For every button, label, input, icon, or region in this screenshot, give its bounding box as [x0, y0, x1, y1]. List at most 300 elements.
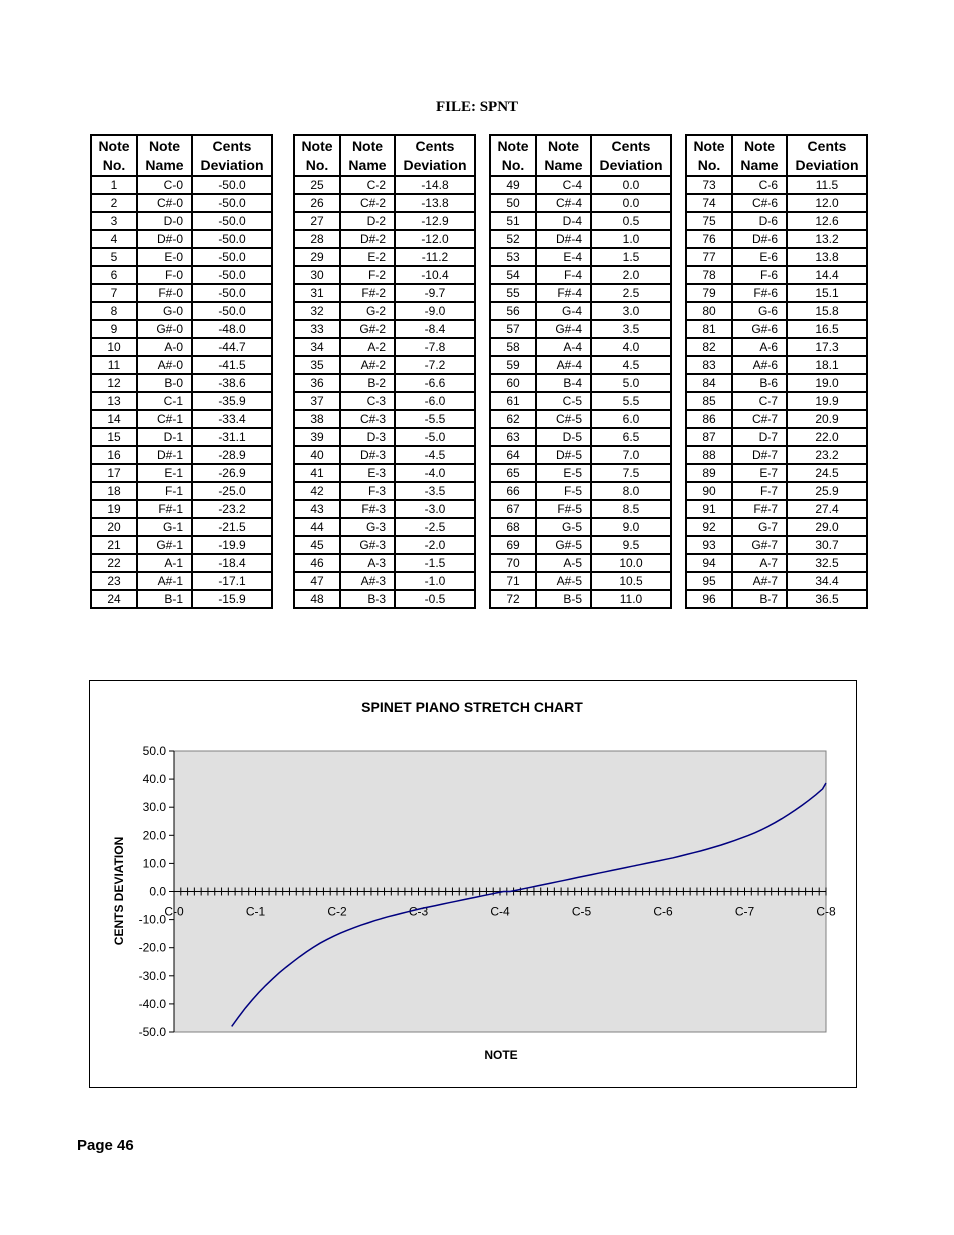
note-name-cell: E-3: [340, 464, 395, 482]
cents-deviation-cell: 12.0: [787, 194, 867, 212]
note-number-cell: 87: [686, 428, 732, 446]
cents-deviation-cell: -9.7: [395, 284, 475, 302]
x-tick-label: C-8: [816, 904, 836, 919]
cents-deviation-cell: 6.5: [591, 428, 671, 446]
note-number-cell: 24: [91, 590, 137, 608]
cents-deviation-cell: -3.5: [395, 482, 475, 500]
note-name-cell: G-2: [340, 302, 395, 320]
note-name-cell: A#-4: [536, 356, 591, 374]
cents-deviation-cell: 14.4: [787, 266, 867, 284]
note-number-cell: 40: [294, 446, 340, 464]
cents-deviation-cell: 5.0: [591, 374, 671, 392]
table-row: [686, 410, 867, 428]
note-name-cell: B-7: [732, 590, 787, 608]
cents-deviation-cell: 18.1: [787, 356, 867, 374]
header-note-name: Note Name: [536, 135, 591, 176]
note-number-cell: 14: [91, 410, 137, 428]
note-number-cell: 68: [490, 518, 536, 536]
note-number-cell: 83: [686, 356, 732, 374]
note-number-cell: 43: [294, 500, 340, 518]
note-name-cell: D#-1: [137, 446, 192, 464]
note-number-cell: 3: [91, 212, 137, 230]
note-number-cell: 32: [294, 302, 340, 320]
note-number-cell: 79: [686, 284, 732, 302]
table-row: [686, 194, 867, 212]
table-row: [686, 248, 867, 266]
cents-deviation-cell: -5.5: [395, 410, 475, 428]
table-row: [91, 410, 272, 428]
table-row: [490, 392, 671, 410]
table-row: [490, 464, 671, 482]
note-name-cell: G-5: [536, 518, 591, 536]
y-tick-label: 10.0: [142, 856, 166, 871]
note-name-cell: D-4: [536, 212, 591, 230]
y-tick-label: -50.0: [138, 1025, 166, 1039]
note-name-cell: F#-6: [732, 284, 787, 302]
cents-deviation-cell: -41.5: [192, 356, 272, 374]
table-row: [294, 482, 475, 500]
header-note-name: Note Name: [340, 135, 395, 176]
table-row: [294, 536, 475, 554]
x-tick-label: C-3: [408, 904, 429, 919]
note-number-cell: 51: [490, 212, 536, 230]
table-row: [294, 284, 475, 302]
y-axis-label: CENTS DEVIATION: [112, 836, 126, 946]
cents-deviation-cell: -50.0: [192, 194, 272, 212]
note-name-cell: C-0: [137, 176, 192, 194]
stretch-chart-svg: [90, 681, 856, 1087]
cents-deviation-cell: -5.0: [395, 428, 475, 446]
table-row: [490, 428, 671, 446]
note-number-cell: 64: [490, 446, 536, 464]
cents-deviation-cell: 15.1: [787, 284, 867, 302]
y-tick-label: -10.0: [138, 912, 166, 927]
cents-deviation-cell: 13.2: [787, 230, 867, 248]
table-row: [490, 410, 671, 428]
note-number-cell: 25: [294, 176, 340, 194]
note-number-cell: 95: [686, 572, 732, 590]
table-row: [91, 320, 272, 338]
y-tick-label: 20.0: [142, 828, 166, 843]
cents-deviation-cell: -50.0: [192, 248, 272, 266]
note-name-cell: B-5: [536, 590, 591, 608]
note-name-cell: D#-6: [732, 230, 787, 248]
cents-deviation-cell: -12.9: [395, 212, 475, 230]
note-number-cell: 20: [91, 518, 137, 536]
note-name-cell: A#-3: [340, 572, 395, 590]
note-name-cell: G#-5: [536, 536, 591, 554]
cents-deviation-cell: 20.9: [787, 410, 867, 428]
note-number-cell: 84: [686, 374, 732, 392]
note-number-cell: 6: [91, 266, 137, 284]
note-number-cell: 82: [686, 338, 732, 356]
note-number-cell: 13: [91, 392, 137, 410]
table-row: [91, 284, 272, 302]
table-row: [490, 590, 671, 608]
table-row: [294, 302, 475, 320]
note-number-cell: 94: [686, 554, 732, 572]
cents-deviation-cell: -28.9: [192, 446, 272, 464]
table-row: [490, 500, 671, 518]
cents-deviation-cell: 22.0: [787, 428, 867, 446]
note-name-cell: D-0: [137, 212, 192, 230]
cents-deviation-cell: -50.0: [192, 284, 272, 302]
note-number-cell: 9: [91, 320, 137, 338]
note-number-cell: 28: [294, 230, 340, 248]
note-number-cell: 81: [686, 320, 732, 338]
cents-deviation-cell: 2.5: [591, 284, 671, 302]
note-name-cell: A#-1: [137, 572, 192, 590]
note-name-cell: C-5: [536, 392, 591, 410]
header-note-no: Note No.: [91, 135, 137, 176]
note-number-cell: 37: [294, 392, 340, 410]
table-row: [294, 554, 475, 572]
table-row: [686, 464, 867, 482]
note-name-cell: D#-5: [536, 446, 591, 464]
note-number-cell: 17: [91, 464, 137, 482]
header-note-no: Note No.: [490, 135, 536, 176]
cents-deviation-cell: -7.8: [395, 338, 475, 356]
note-name-cell: G-3: [340, 518, 395, 536]
note-number-cell: 67: [490, 500, 536, 518]
cents-deviation-cell: -19.9: [192, 536, 272, 554]
header-cents-deviation: Cents Deviation: [591, 135, 671, 176]
cents-deviation-cell: -8.4: [395, 320, 475, 338]
cents-deviation-cell: -14.8: [395, 176, 475, 194]
note-number-cell: 60: [490, 374, 536, 392]
note-name-cell: A-6: [732, 338, 787, 356]
cents-deviation-cell: -12.0: [395, 230, 475, 248]
note-number-cell: 59: [490, 356, 536, 374]
cents-deviation-cell: 0.0: [591, 194, 671, 212]
table-row: [91, 356, 272, 374]
x-tick-label: C-4: [490, 904, 510, 919]
note-name-cell: C-4: [536, 176, 591, 194]
table-row: [490, 446, 671, 464]
cents-deviation-cell: 19.0: [787, 374, 867, 392]
header-cents-deviation: Cents Deviation: [395, 135, 475, 176]
note-name-cell: A#-7: [732, 572, 787, 590]
note-name-cell: F#-4: [536, 284, 591, 302]
cents-deviation-cell: -3.0: [395, 500, 475, 518]
y-tick-label: 50.0: [142, 744, 166, 758]
note-name-cell: F-7: [732, 482, 787, 500]
table-row: [490, 554, 671, 572]
note-number-cell: 55: [490, 284, 536, 302]
table-row: [91, 266, 272, 284]
note-number-cell: 90: [686, 482, 732, 500]
note-number-cell: 41: [294, 464, 340, 482]
table-row: [686, 536, 867, 554]
note-table-3: [489, 134, 672, 609]
table-row: [294, 428, 475, 446]
note-name-cell: B-1: [137, 590, 192, 608]
page-number: Page 46: [77, 1137, 134, 1154]
table-row: [686, 284, 867, 302]
note-name-cell: G#-7: [732, 536, 787, 554]
note-name-cell: C#-4: [536, 194, 591, 212]
note-number-cell: 88: [686, 446, 732, 464]
table-row: [294, 320, 475, 338]
table-row: [686, 302, 867, 320]
cents-deviation-cell: 1.5: [591, 248, 671, 266]
note-name-cell: G#-1: [137, 536, 192, 554]
note-number-cell: 29: [294, 248, 340, 266]
cents-deviation-cell: 10.0: [591, 554, 671, 572]
note-number-cell: 27: [294, 212, 340, 230]
x-tick-label: C-6: [653, 904, 673, 919]
table-row: [91, 374, 272, 392]
table-row: [490, 230, 671, 248]
note-name-cell: E-7: [732, 464, 787, 482]
table-row: [294, 194, 475, 212]
note-name-cell: D-3: [340, 428, 395, 446]
note-number-cell: 38: [294, 410, 340, 428]
table-row: [490, 176, 671, 194]
cents-deviation-cell: 0.0: [591, 176, 671, 194]
note-name-cell: C#-5: [536, 410, 591, 428]
cents-deviation-cell: -18.4: [192, 554, 272, 572]
note-number-cell: 4: [91, 230, 137, 248]
cents-deviation-cell: 6.0: [591, 410, 671, 428]
cents-deviation-cell: 5.5: [591, 392, 671, 410]
table-row: [294, 338, 475, 356]
note-name-cell: F-0: [137, 266, 192, 284]
table-row: [91, 212, 272, 230]
note-number-cell: 5: [91, 248, 137, 266]
table-row: [91, 572, 272, 590]
table-row: [686, 230, 867, 248]
note-number-cell: 46: [294, 554, 340, 572]
note-number-cell: 33: [294, 320, 340, 338]
chart-title: SPINET PIANO STRETCH CHART: [361, 699, 583, 715]
table-row: [686, 572, 867, 590]
note-number-cell: 54: [490, 266, 536, 284]
note-number-cell: 35: [294, 356, 340, 374]
note-name-cell: G#-2: [340, 320, 395, 338]
cents-deviation-cell: -15.9: [192, 590, 272, 608]
y-tick-label: 40.0: [142, 772, 166, 787]
note-number-cell: 76: [686, 230, 732, 248]
note-name-cell: G-4: [536, 302, 591, 320]
note-number-cell: 71: [490, 572, 536, 590]
note-name-cell: C#-3: [340, 410, 395, 428]
note-number-cell: 50: [490, 194, 536, 212]
note-name-cell: C-1: [137, 392, 192, 410]
note-number-cell: 96: [686, 590, 732, 608]
table-row: [91, 482, 272, 500]
cents-deviation-cell: 36.5: [787, 590, 867, 608]
cents-deviation-cell: 1.0: [591, 230, 671, 248]
table-row: [490, 338, 671, 356]
note-name-cell: D#-2: [340, 230, 395, 248]
table-row: [686, 518, 867, 536]
cents-deviation-cell: -50.0: [192, 212, 272, 230]
note-name-cell: B-4: [536, 374, 591, 392]
cents-deviation-cell: -31.1: [192, 428, 272, 446]
cents-deviation-cell: 7.0: [591, 446, 671, 464]
cents-deviation-cell: 24.5: [787, 464, 867, 482]
note-number-cell: 44: [294, 518, 340, 536]
cents-deviation-cell: 32.5: [787, 554, 867, 572]
note-name-cell: C-2: [340, 176, 395, 194]
note-number-cell: 77: [686, 248, 732, 266]
table-row: [91, 392, 272, 410]
stretch-chart: [89, 680, 857, 1088]
note-name-cell: C#-7: [732, 410, 787, 428]
note-number-cell: 19: [91, 500, 137, 518]
note-name-cell: F-3: [340, 482, 395, 500]
note-name-cell: F#-0: [137, 284, 192, 302]
note-name-cell: A#-0: [137, 356, 192, 374]
note-number-cell: 56: [490, 302, 536, 320]
cents-deviation-cell: 7.5: [591, 464, 671, 482]
note-number-cell: 36: [294, 374, 340, 392]
x-tick-label: C-7: [734, 904, 755, 919]
note-number-cell: 15: [91, 428, 137, 446]
note-number-cell: 89: [686, 464, 732, 482]
note-number-cell: 91: [686, 500, 732, 518]
cents-deviation-cell: 23.2: [787, 446, 867, 464]
table-row: [91, 518, 272, 536]
cents-deviation-cell: 3.5: [591, 320, 671, 338]
note-number-cell: 73: [686, 176, 732, 194]
table-row: [294, 392, 475, 410]
note-number-cell: 62: [490, 410, 536, 428]
note-number-cell: 12: [91, 374, 137, 392]
note-number-cell: 75: [686, 212, 732, 230]
note-name-cell: F-6: [732, 266, 787, 284]
note-name-cell: E-1: [137, 464, 192, 482]
note-name-cell: F-4: [536, 266, 591, 284]
note-name-cell: D-2: [340, 212, 395, 230]
note-name-cell: C#-2: [340, 194, 395, 212]
note-number-cell: 30: [294, 266, 340, 284]
table-row: [490, 284, 671, 302]
note-number-cell: 86: [686, 410, 732, 428]
table-row: [686, 266, 867, 284]
table-row: [294, 374, 475, 392]
cents-deviation-cell: -6.0: [395, 392, 475, 410]
note-name-cell: D-1: [137, 428, 192, 446]
table-row: [686, 392, 867, 410]
table-row: [91, 302, 272, 320]
table-row: [686, 212, 867, 230]
note-name-cell: E-0: [137, 248, 192, 266]
table-row: [294, 464, 475, 482]
note-name-cell: A-1: [137, 554, 192, 572]
note-number-cell: 78: [686, 266, 732, 284]
table-row: [490, 374, 671, 392]
cents-deviation-cell: 13.8: [787, 248, 867, 266]
table-row: [686, 374, 867, 392]
table-row: [294, 356, 475, 374]
note-number-cell: 1: [91, 176, 137, 194]
note-name-cell: A-0: [137, 338, 192, 356]
cents-deviation-cell: 27.4: [787, 500, 867, 518]
note-name-cell: B-2: [340, 374, 395, 392]
table-row: [294, 500, 475, 518]
table-row: [91, 248, 272, 266]
table-row: [686, 500, 867, 518]
cents-deviation-cell: -11.2: [395, 248, 475, 266]
table-row: [294, 572, 475, 590]
y-tick-label: -30.0: [138, 968, 166, 983]
note-number-cell: 18: [91, 482, 137, 500]
note-name-cell: F#-5: [536, 500, 591, 518]
note-number-cell: 23: [91, 572, 137, 590]
table-row: [490, 320, 671, 338]
y-tick-label: -40.0: [138, 996, 166, 1011]
table-row: [91, 554, 272, 572]
cents-deviation-cell: 30.7: [787, 536, 867, 554]
cents-deviation-cell: 0.5: [591, 212, 671, 230]
note-table-1: [90, 134, 273, 609]
cents-deviation-cell: -50.0: [192, 230, 272, 248]
cents-deviation-cell: 10.5: [591, 572, 671, 590]
note-number-cell: 48: [294, 590, 340, 608]
cents-deviation-cell: 15.8: [787, 302, 867, 320]
cents-deviation-cell: 17.3: [787, 338, 867, 356]
cents-deviation-cell: -48.0: [192, 320, 272, 338]
note-name-cell: A-3: [340, 554, 395, 572]
table-row: [686, 176, 867, 194]
note-name-cell: D#-3: [340, 446, 395, 464]
cents-deviation-cell: -1.5: [395, 554, 475, 572]
header-note-name: Note Name: [137, 135, 192, 176]
note-number-cell: 93: [686, 536, 732, 554]
note-number-cell: 8: [91, 302, 137, 320]
note-name-cell: F#-2: [340, 284, 395, 302]
cents-deviation-cell: 29.0: [787, 518, 867, 536]
note-number-cell: 45: [294, 536, 340, 554]
note-name-cell: G#-0: [137, 320, 192, 338]
table-row: [294, 212, 475, 230]
cents-deviation-cell: -10.4: [395, 266, 475, 284]
note-number-cell: 65: [490, 464, 536, 482]
table-row: [686, 554, 867, 572]
note-number-cell: 85: [686, 392, 732, 410]
note-table-2: [293, 134, 476, 609]
cents-deviation-cell: -23.2: [192, 500, 272, 518]
cents-deviation-cell: -26.9: [192, 464, 272, 482]
table-row: [294, 176, 475, 194]
table-row: [294, 410, 475, 428]
note-name-cell: B-6: [732, 374, 787, 392]
note-name-cell: C#-6: [732, 194, 787, 212]
table-row: [490, 194, 671, 212]
cents-deviation-cell: 34.4: [787, 572, 867, 590]
note-number-cell: 53: [490, 248, 536, 266]
y-tick-label: -20.0: [138, 940, 166, 955]
table-row: [91, 428, 272, 446]
note-number-cell: 57: [490, 320, 536, 338]
note-name-cell: E-4: [536, 248, 591, 266]
table-row: [490, 572, 671, 590]
note-name-cell: D-7: [732, 428, 787, 446]
table-row: [490, 536, 671, 554]
note-number-cell: 31: [294, 284, 340, 302]
note-name-cell: A-5: [536, 554, 591, 572]
header-note-name: Note Name: [732, 135, 787, 176]
note-number-cell: 92: [686, 518, 732, 536]
header-cents-deviation: Cents Deviation: [192, 135, 272, 176]
table-row: [91, 590, 272, 608]
cents-deviation-cell: 12.6: [787, 212, 867, 230]
table-row: [294, 590, 475, 608]
header-note-no: Note No.: [686, 135, 732, 176]
note-number-cell: 10: [91, 338, 137, 356]
